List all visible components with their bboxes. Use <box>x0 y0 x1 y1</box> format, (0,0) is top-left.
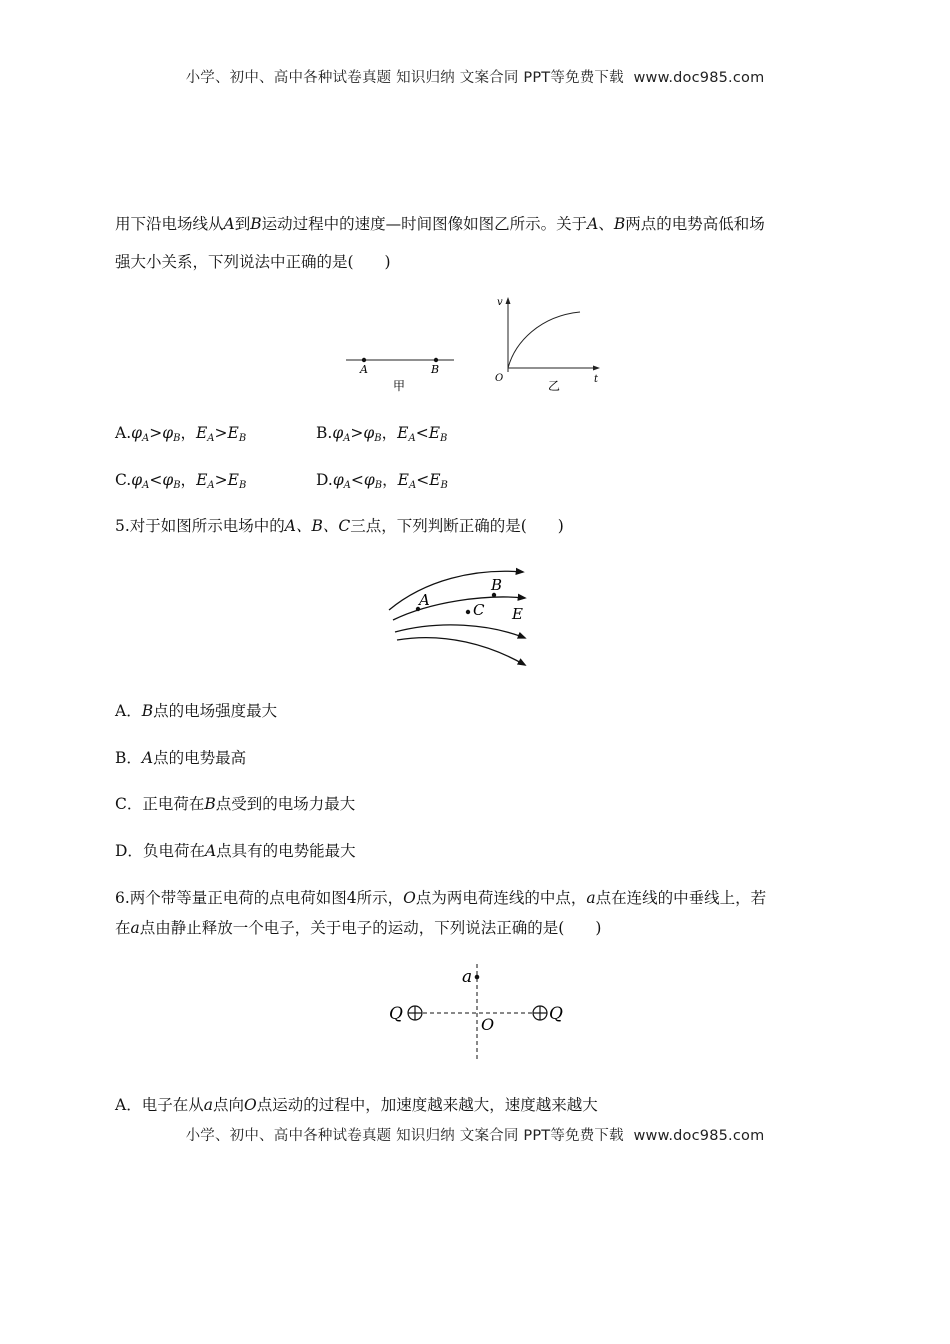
v-axis-arrow-icon <box>506 297 511 304</box>
point-c-dot <box>466 610 470 614</box>
var-a: A <box>587 215 599 233</box>
rel: > <box>214 424 228 442</box>
q4-stem-line2: 强大小关系，下列说法中正确的是( ) <box>115 253 391 271</box>
q4-option-c <box>115 468 246 490</box>
sub-b: B <box>173 480 181 491</box>
sub-b: B <box>374 480 383 491</box>
rel: < <box>350 471 364 489</box>
banner-text: 小学、初中、高中各种试卷真题 知识归纳 文案合同 PPT等免费下载 <box>185 70 624 86</box>
label-v: v <box>497 297 503 308</box>
sub-a: A <box>408 480 417 491</box>
sub-b: B <box>440 433 448 444</box>
rel: > <box>350 424 364 442</box>
label-a: A <box>360 363 368 376</box>
q6-stem-line1 <box>115 886 766 908</box>
t-axis-arrow-icon <box>593 366 600 371</box>
sub-a: A <box>141 433 150 444</box>
q4-text: 运动过程中的速度—时间图像如图乙所示。关于 <box>261 215 588 233</box>
q5-stem <box>115 514 564 536</box>
sep: ， <box>381 424 398 442</box>
point-a-dot <box>362 358 366 362</box>
q5-text: 三点，下列判断正确的是( ) <box>350 517 564 535</box>
label-o: O <box>481 1015 495 1034</box>
header-banner <box>0 66 950 87</box>
option-letter: C. <box>115 471 132 489</box>
option-letter: B. <box>316 424 333 442</box>
e: E <box>196 471 208 489</box>
label-a: a <box>462 967 473 987</box>
label-q-left: Q <box>389 1004 403 1024</box>
sub-a: A <box>207 433 215 444</box>
q6-text: 点为两电荷连线的中点， <box>415 889 587 907</box>
rel: < <box>416 471 430 489</box>
q6-text: 点由静止释放一个电子，关于电子的运动，下列说法正确的是( ) <box>139 919 602 937</box>
rel: < <box>415 424 429 442</box>
field-line-2 <box>393 597 525 620</box>
q5-option-a <box>115 699 277 721</box>
rel: > <box>149 424 163 442</box>
phi: φ <box>332 424 344 442</box>
var: A <box>141 749 154 767</box>
q5-text: 5.对于如图所示电场中的 <box>115 517 285 535</box>
option-text: 点受到的电场力最大 <box>215 795 356 813</box>
label-e: E <box>512 605 523 623</box>
field-line-3 <box>395 625 525 638</box>
option-text: 点向 <box>212 1096 244 1114</box>
sep: ， <box>382 471 398 489</box>
q5-option-c <box>115 792 355 814</box>
var-o: O <box>403 889 416 907</box>
label-c: C <box>473 601 485 619</box>
banner-site: www.doc985.com <box>633 1128 765 1144</box>
q6-figure <box>385 960 570 1062</box>
e: E <box>429 471 441 489</box>
q6-stem-line2 <box>115 916 601 938</box>
option-text: 点的电场强度最大 <box>153 702 278 720</box>
q4-stem-line1 <box>115 212 765 234</box>
option-text: 点的电势最高 <box>153 749 247 767</box>
var-a: A <box>223 215 235 233</box>
sub-b: B <box>374 433 382 444</box>
sep: ， <box>180 471 197 489</box>
sub-b: B <box>440 480 448 491</box>
banner-site: www.doc985.com <box>633 70 765 86</box>
option-text: 电子在从 <box>141 1096 204 1114</box>
sub-b: B <box>173 433 181 444</box>
q6-text: 点在连线的中垂线上，若 <box>595 889 767 907</box>
phi: φ <box>131 424 142 442</box>
label-t: t <box>594 374 599 385</box>
banner-text: 小学、初中、高中各种试卷真题 知识归纳 文案合同 PPT等免费下载 <box>185 1128 624 1144</box>
option-letter: A． <box>115 1096 142 1114</box>
sub-a: A <box>408 433 416 444</box>
q4-figure <box>340 292 610 400</box>
var: B <box>204 795 216 813</box>
rel: > <box>214 471 228 489</box>
e: E <box>428 424 441 442</box>
q6-text: 在 <box>115 919 131 937</box>
footer-banner <box>0 1124 950 1145</box>
q5-points: A、B、C <box>284 517 351 535</box>
var-a: a <box>203 1096 213 1114</box>
sub-a: A <box>142 480 150 491</box>
option-text: 点具有的电势能最大 <box>216 842 356 860</box>
var-b: B <box>613 215 626 233</box>
q6-option-a <box>115 1093 598 1115</box>
field-line-1 <box>389 571 523 610</box>
sub-a: A <box>343 480 351 491</box>
q6-text: 6.两个带等量正电荷的点电荷如图4所示， <box>115 889 404 907</box>
rel: < <box>149 471 163 489</box>
phi: φ <box>131 471 143 489</box>
var: A <box>204 842 217 860</box>
option-text: 点运动的过程中，加速度越来越大，速度越来越大 <box>256 1096 598 1114</box>
sub-b: B <box>238 480 247 491</box>
label-o: O <box>495 373 504 384</box>
phi: φ <box>363 424 375 442</box>
phi: φ <box>363 471 375 489</box>
sep: ， <box>180 424 196 442</box>
e: E <box>397 424 409 442</box>
sub-b: B <box>238 433 247 444</box>
q4-option-a <box>115 421 246 443</box>
option-letter: C． <box>115 795 143 813</box>
option-text: 正电荷在 <box>142 795 205 813</box>
option-letter: D． <box>115 842 143 860</box>
q4-text: 、 <box>598 215 614 233</box>
phi: φ <box>162 424 174 442</box>
option-letter: B． <box>115 749 142 767</box>
var-o: O <box>243 1096 257 1114</box>
label-b: B <box>491 576 503 594</box>
caption-yi: 乙 <box>548 379 561 393</box>
var: B <box>141 702 154 720</box>
e: E <box>227 424 239 442</box>
field-line-4 <box>397 638 525 665</box>
var-a: a <box>130 919 140 937</box>
option-letter: D. <box>316 471 333 489</box>
q4-text: 到 <box>234 215 251 233</box>
caption-jia: 甲 <box>393 379 406 393</box>
q4-text: 两点的电势高低和场 <box>625 215 765 233</box>
velocity-curve <box>508 312 580 368</box>
phi: φ <box>162 471 174 489</box>
point-a-dot <box>475 975 480 980</box>
var-b: B <box>250 215 262 233</box>
q4-option-b <box>316 421 447 443</box>
label-a: A <box>419 591 430 609</box>
q5-option-b <box>115 746 246 768</box>
q5-option-d <box>115 839 356 861</box>
label-q-right: Q <box>549 1004 563 1024</box>
sub-a: A <box>207 480 215 491</box>
point-b-dot <box>434 358 438 362</box>
sub-a: A <box>343 433 351 444</box>
phi: φ <box>332 471 344 489</box>
q5-field-figure <box>385 560 535 672</box>
var-a: a <box>586 889 596 907</box>
q4-text: 用下沿电场线从 <box>115 215 224 233</box>
option-letter: A． <box>115 702 142 720</box>
option-letter: A. <box>115 424 132 442</box>
option-text: 负电荷在 <box>142 842 205 860</box>
e: E <box>227 471 239 489</box>
e: E <box>195 424 208 442</box>
e: E <box>397 471 409 489</box>
q4-option-d <box>316 468 448 490</box>
label-b: B <box>431 363 440 376</box>
